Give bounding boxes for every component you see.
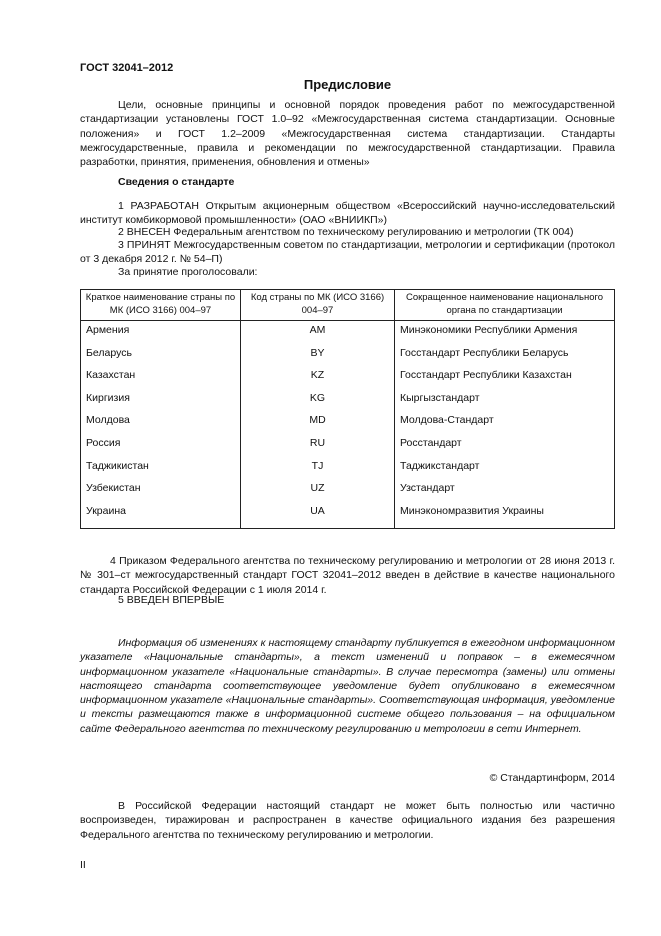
copyright: © Стандартинформ, 2014	[489, 772, 615, 784]
table-row	[81, 413, 615, 436]
cell-code: AM	[241, 321, 395, 346]
item-first: 5 ВВЕДЕН ВПЕРВЫЕ	[118, 594, 225, 606]
item-voted: За принятие проголосовали:	[118, 266, 258, 278]
voting-table	[80, 289, 615, 529]
cell-body: Молдова-Стандарт	[395, 413, 615, 436]
header-country: Краткое наименование страны по МК (ИСО 3166) 004–97	[81, 290, 241, 321]
cell-code: RU	[241, 436, 395, 459]
table-row	[81, 346, 615, 369]
info-heading: Сведения о стандарте	[118, 176, 235, 188]
cell-country: Россия	[81, 436, 241, 459]
cell-body: Минэкономразвития Украины	[395, 504, 615, 529]
cell-body: Госстандарт Республики Беларусь	[395, 346, 615, 369]
header-code: Код страны по МК (ИСО 3166) 004–97	[241, 290, 395, 321]
standard-code: ГОСТ 32041–2012	[80, 62, 174, 74]
page-title: Предисловие	[303, 77, 392, 92]
header-body: Сокращенное наименование национального органа по стандартизации	[395, 290, 615, 321]
cell-body: Кыргызстандарт	[395, 391, 615, 414]
table-header-row	[81, 290, 615, 321]
cell-country: Таджикистан	[81, 459, 241, 482]
table-row	[81, 436, 615, 459]
cell-country: Армения	[81, 321, 241, 346]
item-introduced: 2 ВНЕСЕН Федеральным агентством по техническому регулированию и метрологии (ТК 004)	[118, 226, 574, 238]
restriction-paragraph: В Российской Федерации настоящий стандарт не может быть полностью или частично воспроизведен, тиражирован и распространен в качестве официального издания без разрешения Федерального агентства по техническому регулированию и метрологии.	[80, 800, 615, 841]
cell-body: Госстандарт Республики Казахстан	[395, 368, 615, 391]
table-row	[81, 504, 615, 529]
item-adopted: 3 ПРИНЯТ Межгосударственным советом по стандартизации, метрологии и сертификации (протокол от 3 декабря 2012 г. № 54–П)	[80, 239, 615, 266]
table-row	[81, 321, 615, 346]
cell-country: Узбекистан	[81, 481, 241, 504]
cell-country: Беларусь	[81, 346, 241, 369]
notice-paragraph: Информация об изменениях к настоящему стандарту публикуется в ежегодном информационном указателе «Национальные стандарты», а текст изменений и поправок – в ежемесячном информационном указателе «Национальные стандарты». В случае пересмотра (замены) или отмены настоящего стандарта соответствующее уведомление будет опубликовано в ежемесячном информационном указателе «Национальные стандарты». Соответствующая информация, уведомление и тексты размещаются также в информационной системе общего пользования – на официальном сайте Федерального агентства по техническому регулированию и метрологии в сети Интернет.	[80, 637, 615, 735]
cell-code: BY	[241, 346, 395, 369]
cell-code: UZ	[241, 481, 395, 504]
cell-body: Минэкономики Республики Армения	[395, 321, 615, 346]
cell-code: TJ	[241, 459, 395, 482]
cell-country: Казахстан	[81, 368, 241, 391]
table-row	[81, 391, 615, 414]
intro-paragraph: Цели, основные принципы и основной порядок проведения работ по межгосударственной стандартизации установлены ГОСТ 1.0–92 «Межгосударственная система стандартизации. Основные положения» и ГОСТ 1.2–2009 «Межгосударственная система стандартизации. Стандарты межгосударственные, правила и рекомендации по межгосударственной стандартизации. Правила разработки, принятия, применения, обновления и отмены»	[80, 99, 615, 169]
cell-code: KZ	[241, 368, 395, 391]
table-row	[81, 459, 615, 482]
cell-country: Молдова	[81, 413, 241, 436]
cell-country: Киргизия	[81, 391, 241, 414]
cell-body: Таджикстандарт	[395, 459, 615, 482]
cell-code: MD	[241, 413, 395, 436]
cell-code: KG	[241, 391, 395, 414]
page-number: II	[80, 859, 86, 871]
cell-code: UA	[241, 504, 395, 529]
cell-country: Украина	[81, 504, 241, 529]
table-row	[81, 481, 615, 504]
cell-body: Росстандарт	[395, 436, 615, 459]
item-developed: 1 РАЗРАБОТАН Открытым акционерным обществом «Всероссийский научно-исследовательский институт комбикормовой промышленности» (ОАО «ВНИИКП»)	[80, 200, 615, 227]
table-row	[81, 368, 615, 391]
item-order: 4 Приказом Федерального агентства по техническому регулированию и метрологии от 28 июня 2013 г. № 301–ст межгосударственный стандарт ГОСТ 32041–2012 введен в действие в качестве национального стандарта Российской Федерации с 1 июля 2014 г.	[80, 555, 615, 596]
cell-body: Узстандарт	[395, 481, 615, 504]
